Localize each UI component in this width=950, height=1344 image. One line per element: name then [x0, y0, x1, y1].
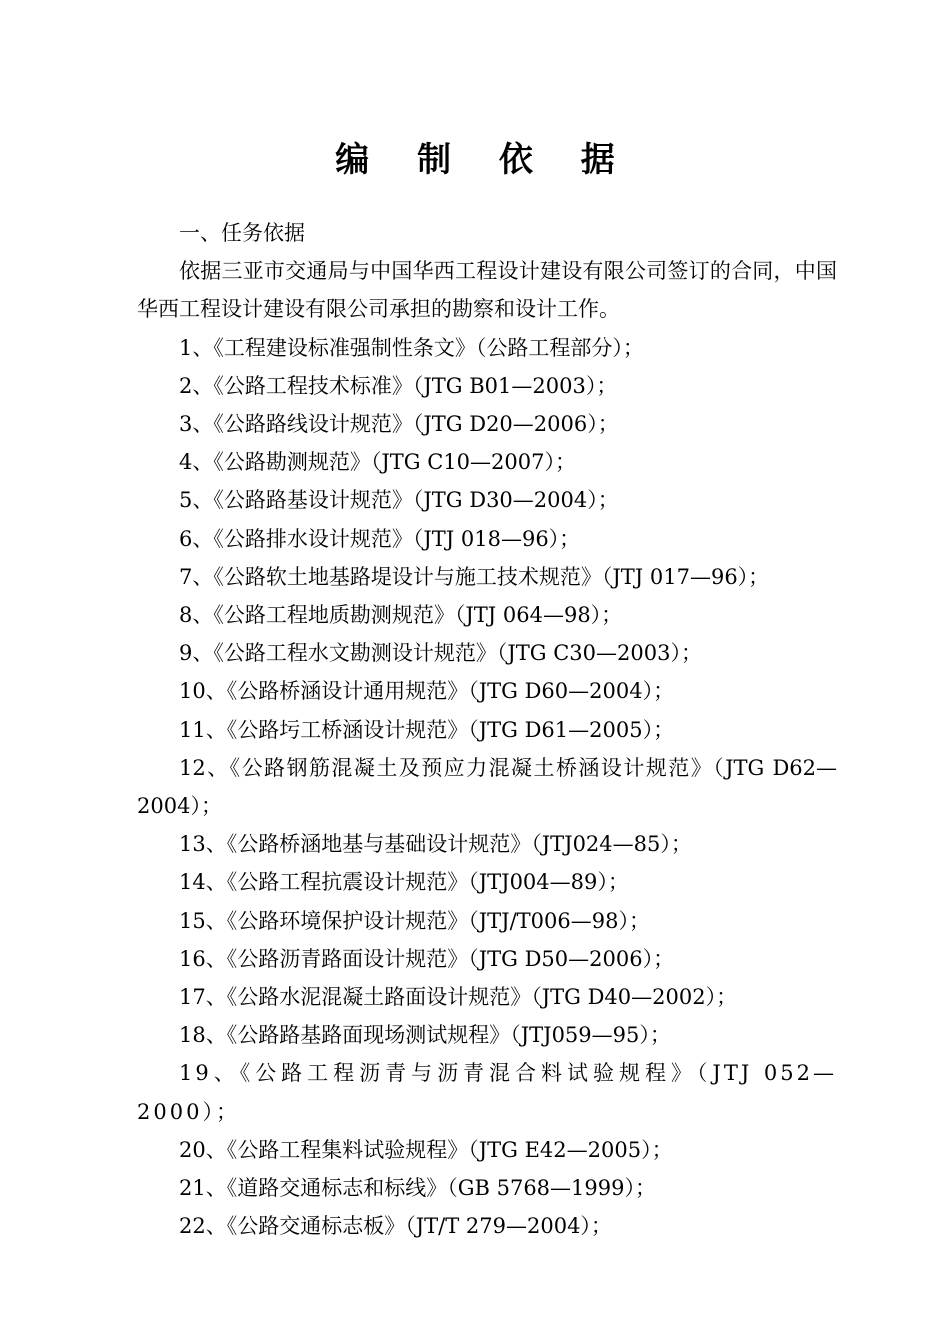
list-item: 3、《公路路线设计规范》（JTG D20—2006）；: [179, 412, 619, 437]
list-item: 5、《公路路基设计规范》（JTG D30—2004）；: [179, 488, 619, 513]
list-item: 14、《公路工程抗震设计规范》（JTJ004—89）；: [179, 870, 629, 895]
list-item: 17、《公路水泥混凝土路面设计规范》（JTG D40—2002）；: [179, 985, 738, 1010]
list-item: 10、《公路桥涵设计通用规范》（JTG D60—2004）；: [179, 679, 675, 704]
intro-paragraph: 依据三亚市交通局与中国华西工程设计建设有限公司签订的合同，中国华西工程设计建设有限公司承担的勘察和设计工作。: [137, 259, 837, 322]
list-item: 4、《公路勘测规范》（JTG C10—2007）；: [179, 450, 576, 475]
list-item: 6、《公路排水设计规范》（JTJ 018—96）；: [179, 526, 581, 551]
list-item: 16、《公路沥青路面设计规范》（JTG D50—2006）；: [179, 946, 675, 971]
list-item: 12、《公路钢筋混凝土及预应力混凝土桥涵设计规范》（JTG D62—2004）；: [137, 755, 837, 819]
list-item: 2、《公路工程技术标准》（JTG B01—2003）；: [179, 373, 618, 398]
document-body: [137, 214, 837, 1245]
list-item: 19、《公路工程沥青与沥青混合料试验规程》（JTJ 052—2000）；: [137, 1061, 837, 1124]
list-item: 20、《公路工程集料试验规程》（JTG E42—2005）；: [179, 1137, 673, 1162]
section-heading: 一、任务依据: [179, 221, 305, 245]
document-title: 编 制 依 据: [335, 140, 633, 180]
list-item: 13、《公路桥涵地基与基础设计规范》（JTJ024—85）；: [179, 832, 692, 857]
list-item: 9、《公路工程水文勘测设计规范》（JTG C30—2003）；: [179, 641, 702, 666]
list-item: 1、《工程建设标准强制性条文》（公路工程部分）；: [179, 335, 644, 360]
list-item: 21、《道路交通标志和标线》（GB 5768—1999）；: [179, 1176, 656, 1201]
list-item: 7、《公路软土地基路堤设计与施工技术规范》（JTJ 017—96）；: [179, 564, 770, 589]
list-item: 22、《公路交通标志板》（JT/T 279—2004）；: [179, 1214, 612, 1239]
list-item: 15、《公路环境保护设计规范》（JTJ/T006—98）；: [179, 908, 650, 933]
list-item: 11、《公路圬工桥涵设计规范》（JTG D61—2005）；: [179, 717, 675, 742]
list-item: 18、《公路路基路面现场测试规程》（JTJ059—95）；: [179, 1023, 671, 1048]
list-item: 8、《公路工程地质勘测规范》（JTJ 064—98）；: [179, 603, 623, 628]
